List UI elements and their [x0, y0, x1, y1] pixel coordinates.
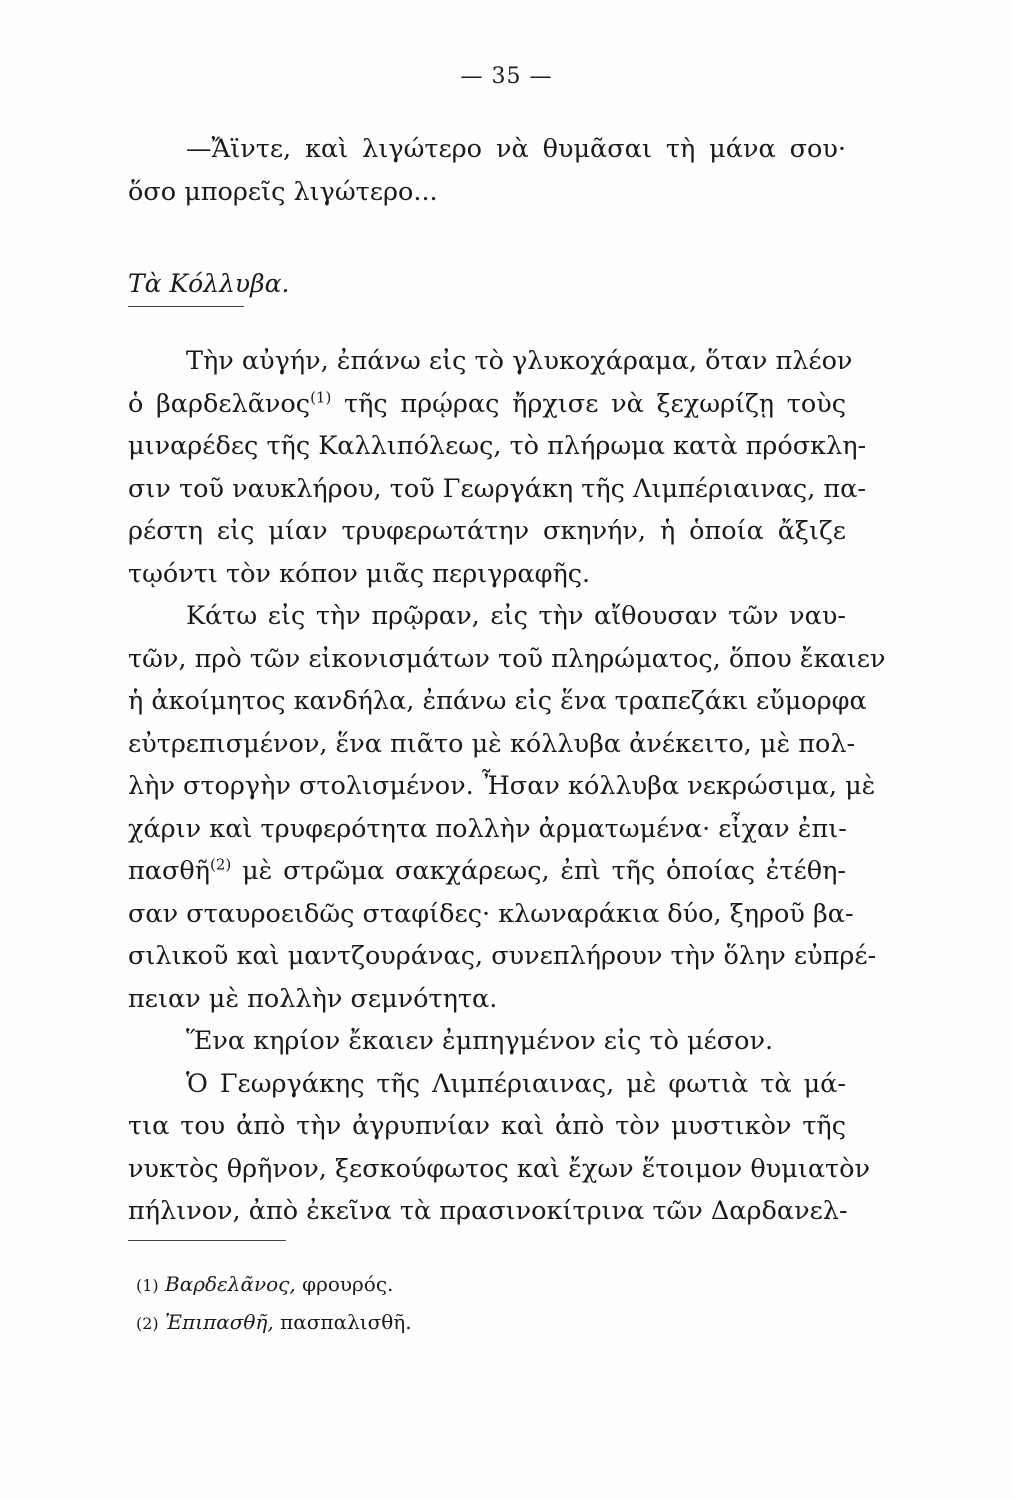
footnote-ref: (1) [310, 388, 332, 406]
text-line [128, 383, 846, 426]
text-line: τῶν, πρὸ τῶν εἰκονισμάτων τοῦ πληρώματος, ὅπου ἔκαιεν [128, 643, 886, 674]
text-line [128, 850, 846, 893]
text-fragment: ὁ βαρδελᾶνος [128, 388, 311, 419]
text-line: ὅσο μπορεῖς λιγώτερο... [128, 176, 438, 207]
footnote [128, 1304, 412, 1342]
footnote-term: Ἐπιπασθῆ, [165, 1310, 274, 1334]
text-line: πήλινον, ἀπὸ ἐκεῖνα τὰ πρασινοκίτρινα τῶν Δαρδανελ- [128, 1196, 848, 1226]
text-fragment: μὲ στρῶμα σακχάρεως, ἐπὶ τῆς ὁποίας ἐτέθη- [242, 856, 846, 886]
text-fragment: τῆς πρῴρας ἤρχισε νὰ ξεχωρίζῃ τοὺς [344, 388, 847, 419]
text-line: μιναρέδες τῆς Καλλιπόλεως, τὸ πλήρωμα κατὰ πρόσκλη- [128, 431, 867, 461]
main-text [128, 340, 886, 1233]
text-line: νυκτὸς θρῆνον, ξεσκούφωτος καὶ ἔχων ἕτοιμον θυμιατὸν [128, 1153, 871, 1184]
footnote-gloss: φρουρός. [302, 1272, 394, 1296]
text-line: Ὁ Γεωργάκης τῆς Λιμπέριαινας, μὲ φωτιὰ τὰ μά- [186, 1068, 846, 1099]
text-line: σιν τοῦ ναυκλήρου, τοῦ Γεωργάκη τῆς Λιμπέριαινας, πα- [128, 473, 867, 504]
footnote-ref: (2) [210, 855, 232, 874]
text-fragment: πασθῆ [128, 856, 211, 886]
intro-text [128, 128, 846, 213]
text-line: Κάτω εἰς τὴν πρῷραν, εἰς τὴν αἴθουσαν τῶν ναυ- [186, 601, 846, 631]
title-underline [128, 306, 244, 307]
footnote-mark: (1) [136, 1276, 159, 1295]
footnote-term: Βαρδελᾶνος, [165, 1272, 296, 1296]
text-line: σαν σταυροειδῶς σταφίδες· κλωναράκια δύο, ξηροῦ βα- [128, 898, 854, 929]
text-line: ρέστη εἰς μίαν τρυφερωτάτην σκηνήν, ἡ ὁποία ἄξιζε [128, 516, 846, 546]
footnote-mark: (2) [136, 1314, 159, 1333]
text-line: τῳόντι τὸν κόπον μιᾶς περιγραφῆς. [128, 558, 591, 589]
footnotes [128, 1266, 412, 1342]
text-line: ἡ ἀκοίμητος κανδήλα, ἐπάνω εἰς ἕνα τραπεζάκι εὔμορφα [128, 686, 867, 716]
footnote [128, 1266, 412, 1304]
text-line: πειαν μὲ πολλὴν σεμνότητα. [128, 983, 498, 1014]
footnote-gloss: πασπαλισθῆ. [280, 1310, 412, 1334]
text-line: λὴν στοργὴν στολισμένον. Ἦσαν κόλλυβα νεκρώσιμα, μὲ [128, 771, 876, 801]
text-line: χάριν καὶ τρυφερότητα πολλὴν ἀρματωμένα· εἶχαν ἐπι- [128, 813, 847, 844]
text-line: Ἕνα κηρίον ἔκαιεν ἐμπηγμένον εἰς τὸ μέσον. [186, 1026, 774, 1056]
footnote-rule [128, 1240, 286, 1241]
text-line: σιλικοῦ καὶ μαντζουράνας, συνεπλήρουν τὴν ὅλην εὐπρέ- [128, 941, 877, 971]
page-number: — 35 — [460, 64, 553, 89]
text-line: εὐτρεπισμένον, ἕνα πιᾶτο μὲ κόλλυβα ἀνέκειτο, μὲ πολ- [128, 728, 856, 759]
text-line: τια του ἀπὸ τὴν ἀγρυπνίαν καὶ ἀπὸ τὸν μυστικὸν τῆς [128, 1111, 846, 1141]
section-title: Τὰ Κόλλυβα. [128, 269, 290, 298]
text-line: —Ἄϊντε, καὶ λιγώτερο νὰ θυμᾶσαι τὴ μάνα σου· [186, 134, 846, 164]
text-line: Τὴν αὐγήν, ἐπάνω εἰς τὸ γλυκοχάραμα, ὅταν πλέον [186, 346, 853, 376]
